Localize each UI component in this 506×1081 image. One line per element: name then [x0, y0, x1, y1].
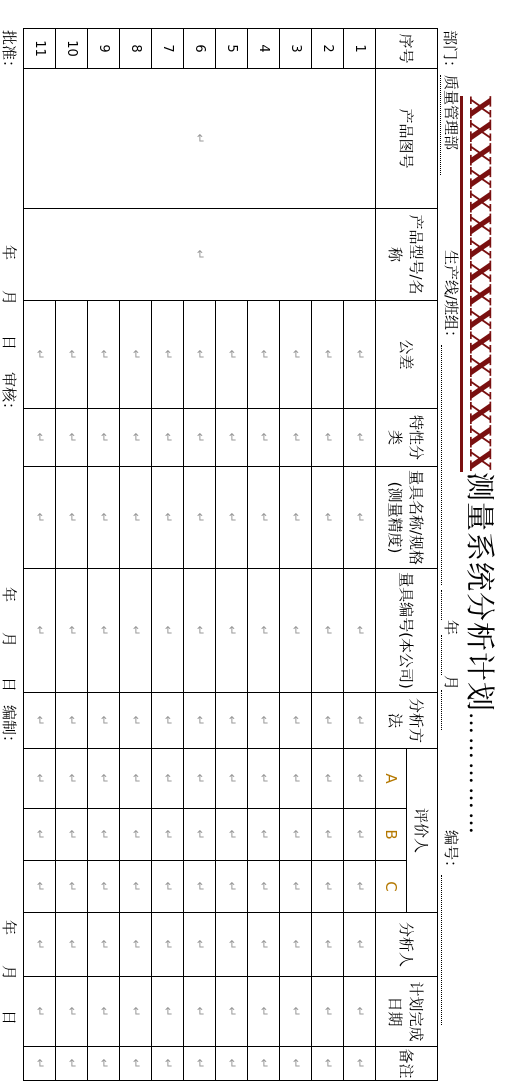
table-cell[interactable]: [24, 913, 56, 977]
paragraph-mark-icon: ↵: [65, 773, 79, 784]
paragraph-mark-icon: ↵: [161, 773, 175, 784]
table-cell[interactable]: [216, 467, 248, 569]
table-cell[interactable]: [248, 977, 280, 1047]
paragraph-mark-icon: ↵: [225, 432, 239, 443]
row-number: 11: [24, 29, 56, 69]
table-cell[interactable]: [120, 409, 152, 467]
paragraph-mark-icon: ↵: [161, 349, 175, 360]
table-cell[interactable]: [120, 569, 152, 693]
paragraph-mark-icon: ↵: [193, 715, 207, 726]
table-cell[interactable]: [24, 693, 56, 749]
table-cell[interactable]: [248, 913, 280, 977]
date-field: 年月: [441, 590, 462, 730]
table-cell[interactable]: [56, 809, 88, 861]
table-cell[interactable]: [56, 977, 88, 1047]
paragraph-mark-icon: ↵: [257, 881, 271, 892]
paragraph-mark-icon: ↵: [65, 881, 79, 892]
paragraph-mark-icon: ↵: [33, 625, 47, 636]
paragraph-mark-icon: ↵: [225, 829, 239, 840]
table-cell[interactable]: [344, 569, 376, 693]
table-cell[interactable]: [344, 467, 376, 569]
table-cell[interactable]: [248, 569, 280, 693]
paragraph-mark-icon: ↵: [33, 349, 47, 360]
table-cell[interactable]: [280, 693, 312, 749]
table-cell[interactable]: [24, 69, 376, 209]
paragraph-mark-icon: ↵: [33, 1006, 47, 1017]
paragraph-mark-icon: ↵: [65, 1006, 79, 1017]
paragraph-mark-icon: ↵: [161, 715, 175, 726]
table-cell[interactable]: [248, 749, 280, 809]
paragraph-mark-icon: ↵: [97, 432, 111, 443]
table-cell[interactable]: [184, 301, 216, 409]
table-cell[interactable]: [312, 861, 344, 913]
paragraph-mark-icon: ↵: [193, 1006, 207, 1017]
table-cell[interactable]: [152, 749, 184, 809]
paragraph-mark-icon: ↵: [225, 625, 239, 636]
table-cell[interactable]: [216, 301, 248, 409]
col-seq: 序号: [376, 29, 438, 69]
paragraph-mark-icon: ↵: [193, 1058, 207, 1069]
table-cell[interactable]: [312, 693, 344, 749]
paragraph-mark-icon: ↵: [97, 773, 111, 784]
table-cell[interactable]: [152, 569, 184, 693]
paragraph-mark-icon: ↵: [97, 881, 111, 892]
paragraph-mark-icon: ↵: [257, 349, 271, 360]
paragraph-mark-icon: ↵: [225, 939, 239, 950]
table-cell[interactable]: [184, 693, 216, 749]
table-cell[interactable]: [280, 301, 312, 409]
paragraph-mark-icon: ↵: [33, 939, 47, 950]
paragraph-mark-icon: ↵: [257, 432, 271, 443]
table-cell[interactable]: [280, 809, 312, 861]
table-cell[interactable]: [216, 693, 248, 749]
paragraph-mark-icon: ↵: [257, 1058, 271, 1069]
table-cell[interactable]: [152, 809, 184, 861]
table-cell[interactable]: [184, 1047, 216, 1081]
plan-title: [461, 96, 502, 837]
paragraph-mark-icon: ↵: [129, 939, 143, 950]
paragraph-mark-icon: ↵: [257, 1006, 271, 1017]
paragraph-mark-icon: ↵: [289, 881, 303, 892]
paragraph-mark-icon: ↵: [129, 349, 143, 360]
table-cell[interactable]: [248, 301, 280, 409]
paragraph-mark-icon: ↵: [161, 829, 175, 840]
table-cell[interactable]: [248, 1047, 280, 1081]
table-cell[interactable]: [88, 1047, 120, 1081]
paragraph-mark-icon: ↵: [225, 1058, 239, 1069]
table-cell[interactable]: [56, 301, 88, 409]
table-cell[interactable]: [88, 749, 120, 809]
table-cell[interactable]: [184, 809, 216, 861]
table-cell[interactable]: [56, 693, 88, 749]
table-cell[interactable]: [248, 693, 280, 749]
paragraph-mark-icon: ↵: [65, 715, 79, 726]
row-number: 5: [216, 29, 248, 69]
title-dots: ……………: [464, 712, 489, 838]
table-cell[interactable]: [312, 1047, 344, 1081]
paragraph-mark-icon: ↵: [161, 512, 175, 523]
table-cell[interactable]: [280, 467, 312, 569]
table-cell[interactable]: [120, 913, 152, 977]
table-row: [344, 29, 376, 1081]
table-cell[interactable]: [120, 301, 152, 409]
paragraph-mark-icon: ↵: [225, 1006, 239, 1017]
paragraph-mark-icon: ↵: [97, 715, 111, 726]
paragraph-mark-icon: ↵: [289, 512, 303, 523]
paragraph-mark-icon: ↵: [321, 773, 335, 784]
paragraph-mark-icon: ↵: [193, 349, 207, 360]
table-cell[interactable]: [88, 913, 120, 977]
paragraph-mark-icon: ↵: [193, 432, 207, 443]
paragraph-mark-icon: ↵: [321, 939, 335, 950]
paragraph-mark-icon: ↵: [129, 773, 143, 784]
number-field: 编号：: [441, 830, 462, 1025]
table-cell[interactable]: [344, 1047, 376, 1081]
paragraph-mark-icon: ↵: [161, 1006, 175, 1017]
table-cell[interactable]: [24, 749, 56, 809]
paragraph-mark-icon: ↵: [33, 715, 47, 726]
table-cell[interactable]: [216, 569, 248, 693]
table-cell[interactable]: [152, 467, 184, 569]
table-cell[interactable]: [280, 913, 312, 977]
row-number: 10: [56, 29, 88, 69]
table-cell[interactable]: [152, 861, 184, 913]
department-value: 质量管理部: [440, 75, 462, 175]
table-cell[interactable]: [216, 809, 248, 861]
row-number: 6: [184, 29, 216, 69]
paragraph-mark-icon: ↵: [353, 881, 367, 892]
paragraph-mark-icon: ↵: [65, 512, 79, 523]
table-cell[interactable]: [344, 861, 376, 913]
paragraph-mark-icon: ↵: [193, 133, 207, 144]
col-product-name: 产品型号/名称: [376, 209, 438, 301]
row-number: 7: [152, 29, 184, 69]
table-cell[interactable]: [280, 977, 312, 1047]
paragraph-mark-icon: ↵: [225, 881, 239, 892]
paragraph-mark-icon: ↵: [129, 1006, 143, 1017]
paragraph-mark-icon: ↵: [257, 773, 271, 784]
col-remark: 备注: [376, 1047, 438, 1081]
paragraph-mark-icon: ↵: [193, 829, 207, 840]
paragraph-mark-icon: ↵: [353, 1058, 367, 1069]
paragraph-mark-icon: ↵: [129, 432, 143, 443]
table-cell[interactable]: [248, 809, 280, 861]
paragraph-mark-icon: ↵: [321, 625, 335, 636]
table-cell[interactable]: [184, 913, 216, 977]
paragraph-mark-icon: ↵: [289, 1058, 303, 1069]
table-cell[interactable]: [248, 409, 280, 467]
paragraph-mark-icon: ↵: [129, 1058, 143, 1069]
row-number: 2: [312, 29, 344, 69]
table-cell[interactable]: [312, 977, 344, 1047]
row-number: 1: [344, 29, 376, 69]
table-cell[interactable]: [24, 409, 56, 467]
paragraph-mark-icon: ↵: [129, 512, 143, 523]
paragraph-mark-icon: ↵: [193, 881, 207, 892]
review-field: 审核：年月日: [0, 372, 18, 693]
paragraph-mark-icon: ↵: [289, 1006, 303, 1017]
table-cell[interactable]: [152, 409, 184, 467]
paragraph-mark-icon: ↵: [225, 773, 239, 784]
table-cell[interactable]: [152, 977, 184, 1047]
paragraph-mark-icon: ↵: [289, 715, 303, 726]
table-cell[interactable]: [312, 301, 344, 409]
paragraph-mark-icon: ↵: [129, 881, 143, 892]
row-number: 9: [88, 29, 120, 69]
paragraph-mark-icon: ↵: [193, 249, 207, 260]
paragraph-mark-icon: ↵: [353, 625, 367, 636]
table-cell[interactable]: [312, 913, 344, 977]
paragraph-mark-icon: ↵: [321, 829, 335, 840]
table-cell[interactable]: [152, 301, 184, 409]
table-cell[interactable]: [88, 861, 120, 913]
paragraph-mark-icon: ↵: [193, 773, 207, 784]
table-cell[interactable]: [280, 569, 312, 693]
table-cell[interactable]: [312, 569, 344, 693]
paragraph-mark-icon: ↵: [353, 829, 367, 840]
table-cell[interactable]: [344, 693, 376, 749]
table-cell[interactable]: [56, 913, 88, 977]
row-number: 8: [120, 29, 152, 69]
table-cell[interactable]: [56, 569, 88, 693]
table-cell[interactable]: [280, 1047, 312, 1081]
department-field: 部门：质量管理部: [440, 30, 462, 175]
col-char-class: 特性分类: [376, 409, 438, 467]
paragraph-mark-icon: ↵: [33, 881, 47, 892]
table-cell[interactable]: [216, 749, 248, 809]
paragraph-mark-icon: ↵: [161, 432, 175, 443]
paragraph-mark-icon: ↵: [225, 715, 239, 726]
col-appraiser-a: A: [376, 749, 407, 809]
paragraph-mark-icon: ↵: [97, 349, 111, 360]
table-cell[interactable]: [184, 749, 216, 809]
row-number: 4: [248, 29, 280, 69]
table-cell[interactable]: [216, 861, 248, 913]
paragraph-mark-icon: ↵: [289, 829, 303, 840]
table-cell[interactable]: [184, 861, 216, 913]
table-cell[interactable]: [312, 409, 344, 467]
table-cell[interactable]: [344, 809, 376, 861]
paragraph-mark-icon: ↵: [321, 715, 335, 726]
line-field: 生产线/班组：: [441, 250, 462, 585]
paragraph-mark-icon: ↵: [353, 939, 367, 950]
paragraph-mark-icon: ↵: [321, 512, 335, 523]
company-name: XXXXXXXXXXXXXXXX: [460, 96, 497, 472]
table-cell[interactable]: [120, 749, 152, 809]
table-cell[interactable]: [24, 809, 56, 861]
col-plan-date: 计划完成日期: [376, 977, 438, 1047]
col-gauge-name: 量具名称/规格(测量精度): [376, 467, 438, 569]
paragraph-mark-icon: ↵: [33, 512, 47, 523]
paragraph-mark-icon: ↵: [65, 939, 79, 950]
table-cell[interactable]: [344, 409, 376, 467]
paragraph-mark-icon: ↵: [33, 432, 47, 443]
col-appraisers: 评价人: [407, 749, 438, 913]
table-cell[interactable]: [56, 1047, 88, 1081]
table-cell[interactable]: [56, 409, 88, 467]
paragraph-mark-icon: ↵: [65, 432, 79, 443]
table-cell[interactable]: [56, 749, 88, 809]
paragraph-mark-icon: ↵: [129, 625, 143, 636]
table-cell[interactable]: [88, 977, 120, 1047]
paragraph-mark-icon: ↵: [33, 773, 47, 784]
table-cell[interactable]: [56, 467, 88, 569]
table-cell[interactable]: [344, 301, 376, 409]
paragraph-mark-icon: ↵: [33, 829, 47, 840]
paragraph-mark-icon: ↵: [193, 939, 207, 950]
table-cell[interactable]: [344, 749, 376, 809]
paragraph-mark-icon: ↵: [97, 1006, 111, 1017]
col-appraiser-c: C: [376, 861, 407, 913]
paragraph-mark-icon: ↵: [257, 939, 271, 950]
table-cell[interactable]: [248, 861, 280, 913]
paragraph-mark-icon: ↵: [161, 1058, 175, 1069]
table-cell[interactable]: [184, 467, 216, 569]
table-cell[interactable]: [56, 861, 88, 913]
table-cell[interactable]: [184, 977, 216, 1047]
table-cell[interactable]: [216, 913, 248, 977]
paragraph-mark-icon: ↵: [321, 1058, 335, 1069]
paragraph-mark-icon: ↵: [289, 773, 303, 784]
paragraph-mark-icon: ↵: [161, 939, 175, 950]
table-cell[interactable]: [344, 977, 376, 1047]
table-cell[interactable]: [216, 409, 248, 467]
table-cell[interactable]: [312, 749, 344, 809]
paragraph-mark-icon: ↵: [257, 829, 271, 840]
table-cell[interactable]: [120, 809, 152, 861]
paragraph-mark-icon: ↵: [65, 829, 79, 840]
table-cell[interactable]: [88, 693, 120, 749]
paragraph-mark-icon: ↵: [353, 1006, 367, 1017]
table-cell[interactable]: [120, 977, 152, 1047]
table-cell[interactable]: [120, 1047, 152, 1081]
table-cell[interactable]: [24, 209, 376, 301]
table-cell[interactable]: [216, 977, 248, 1047]
paragraph-mark-icon: ↵: [161, 625, 175, 636]
table-cell[interactable]: [280, 409, 312, 467]
approve-field: 批准：年月日: [0, 30, 18, 351]
table-cell[interactable]: [280, 861, 312, 913]
table-cell[interactable]: [120, 693, 152, 749]
paragraph-mark-icon: ↵: [97, 1058, 111, 1069]
table-cell[interactable]: [88, 409, 120, 467]
table-cell[interactable]: [24, 467, 56, 569]
prepare-field: 编制：年月日: [0, 705, 18, 1026]
paragraph-mark-icon: ↵: [257, 625, 271, 636]
paragraph-mark-icon: ↵: [161, 881, 175, 892]
table-cell[interactable]: [88, 467, 120, 569]
col-gauge-no: 量具编号(本公司): [376, 569, 438, 693]
paragraph-mark-icon: ↵: [97, 829, 111, 840]
paragraph-mark-icon: ↵: [353, 715, 367, 726]
paragraph-mark-icon: ↵: [225, 349, 239, 360]
col-appraiser-b: B: [376, 809, 407, 861]
paragraph-mark-icon: ↵: [225, 512, 239, 523]
msa-plan-table: [23, 28, 438, 1081]
paragraph-mark-icon: ↵: [321, 432, 335, 443]
paragraph-mark-icon: ↵: [65, 625, 79, 636]
paragraph-mark-icon: ↵: [129, 829, 143, 840]
paragraph-mark-icon: ↵: [353, 349, 367, 360]
table-cell[interactable]: [312, 467, 344, 569]
table-cell[interactable]: [280, 749, 312, 809]
paragraph-mark-icon: ↵: [65, 1058, 79, 1069]
table-cell[interactable]: [88, 301, 120, 409]
table-cell[interactable]: [24, 569, 56, 693]
paragraph-mark-icon: ↵: [289, 625, 303, 636]
table-cell[interactable]: [88, 809, 120, 861]
title-text: 测量系统分析计划: [463, 472, 497, 713]
table-cell[interactable]: [24, 301, 56, 409]
table-cell[interactable]: [248, 467, 280, 569]
col-analyst: 分析人: [376, 913, 438, 977]
paragraph-mark-icon: ↵: [289, 349, 303, 360]
table-cell[interactable]: [344, 913, 376, 977]
paragraph-mark-icon: ↵: [257, 512, 271, 523]
paragraph-mark-icon: ↵: [65, 349, 79, 360]
paragraph-mark-icon: ↵: [353, 512, 367, 523]
table-cell[interactable]: [184, 569, 216, 693]
table-cell[interactable]: [24, 1047, 56, 1081]
paragraph-mark-icon: ↵: [97, 625, 111, 636]
paragraph-mark-icon: ↵: [257, 715, 271, 726]
paragraph-mark-icon: ↵: [289, 432, 303, 443]
col-tolerance: 公差: [376, 301, 438, 409]
table-cell[interactable]: [120, 861, 152, 913]
paragraph-mark-icon: ↵: [33, 1058, 47, 1069]
paragraph-mark-icon: ↵: [193, 625, 207, 636]
paragraph-mark-icon: ↵: [321, 1006, 335, 1017]
table-cell[interactable]: [88, 569, 120, 693]
col-product-no: 产品图号: [376, 69, 438, 209]
paragraph-mark-icon: ↵: [321, 349, 335, 360]
col-method: 分析方法: [376, 693, 438, 749]
table-cell[interactable]: [216, 1047, 248, 1081]
table-cell[interactable]: [184, 409, 216, 467]
row-number: 3: [280, 29, 312, 69]
table-body: [24, 29, 376, 1081]
paragraph-mark-icon: ↵: [97, 512, 111, 523]
paragraph-mark-icon: ↵: [321, 881, 335, 892]
paragraph-mark-icon: ↵: [353, 773, 367, 784]
table-cell[interactable]: [312, 809, 344, 861]
paragraph-mark-icon: ↵: [353, 432, 367, 443]
table-cell[interactable]: [120, 467, 152, 569]
paragraph-mark-icon: ↵: [129, 715, 143, 726]
table-cell[interactable]: [24, 861, 56, 913]
paragraph-mark-icon: ↵: [289, 939, 303, 950]
table-cell[interactable]: [152, 1047, 184, 1081]
table-cell[interactable]: [152, 913, 184, 977]
table-cell[interactable]: [24, 977, 56, 1047]
table-cell[interactable]: [152, 693, 184, 749]
paragraph-mark-icon: ↵: [193, 512, 207, 523]
paragraph-mark-icon: ↵: [97, 939, 111, 950]
